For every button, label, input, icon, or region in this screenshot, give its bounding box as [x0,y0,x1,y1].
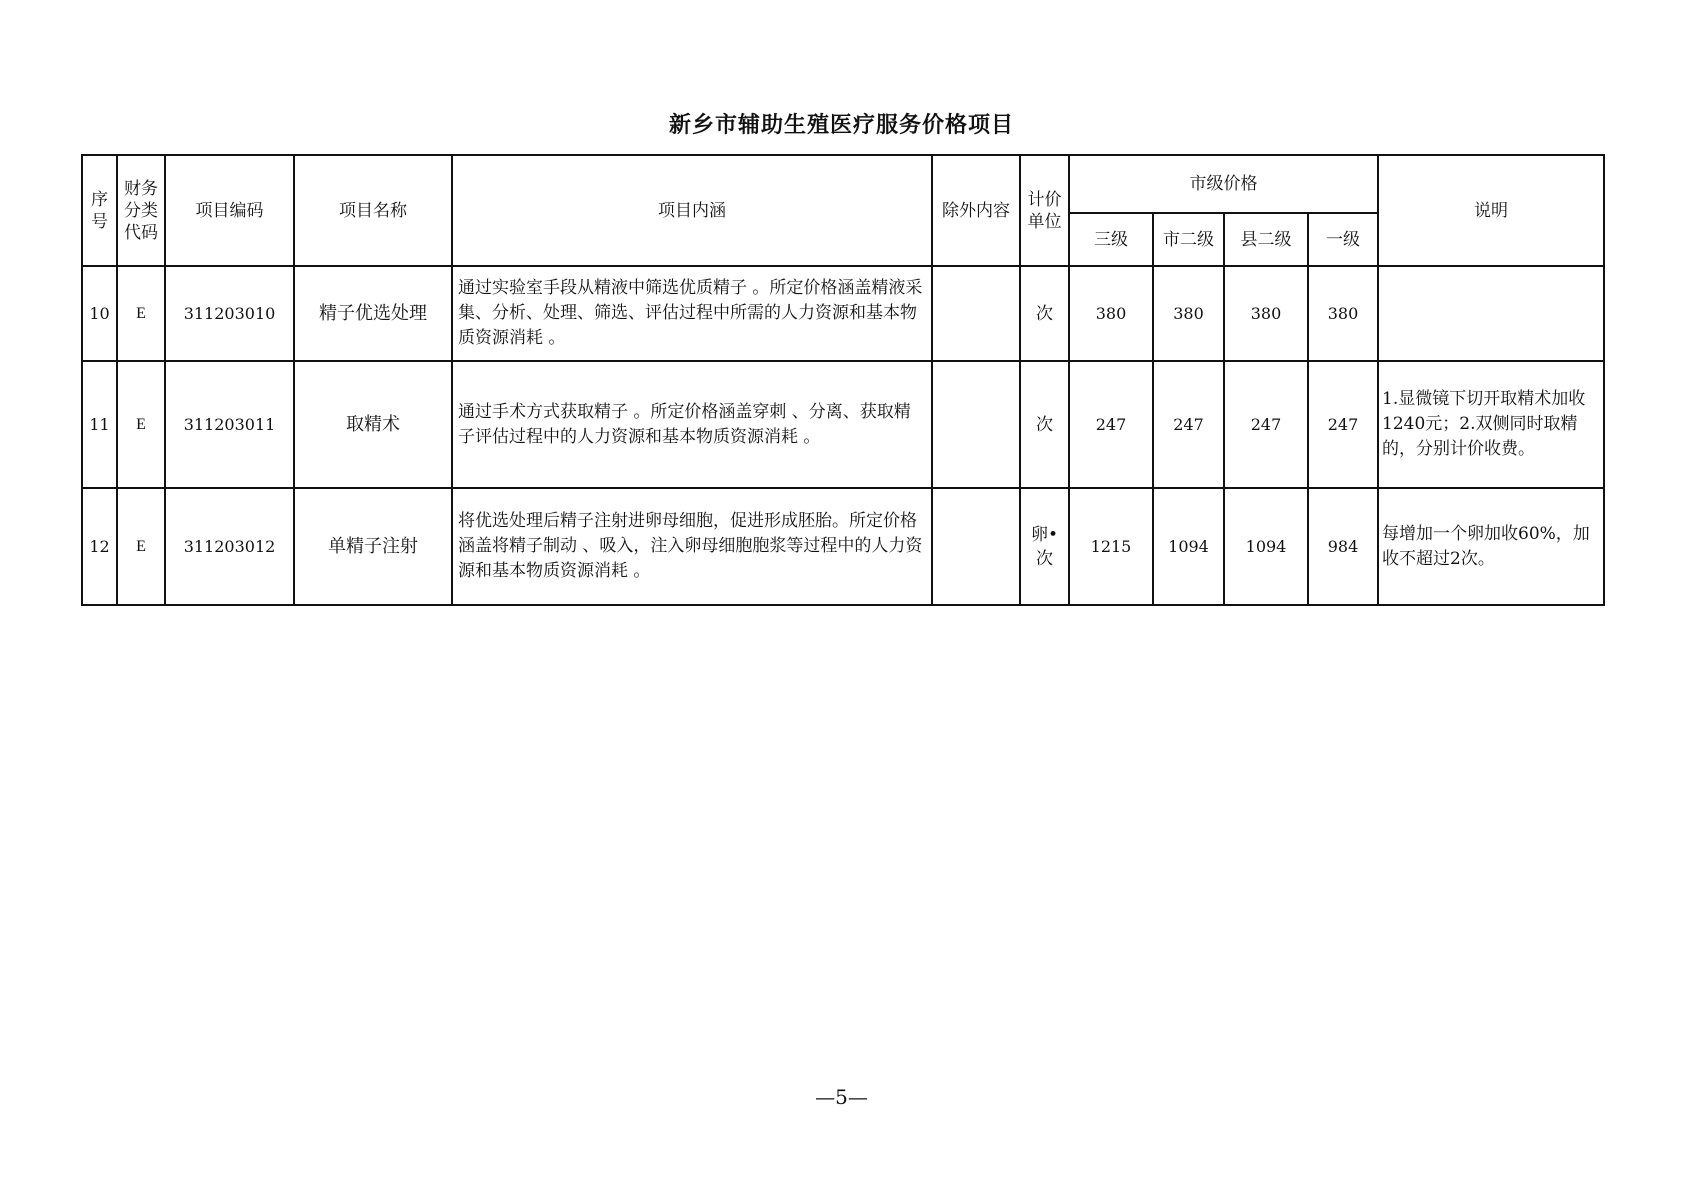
price-table [81,154,1605,606]
cell-exclusion [932,488,1020,605]
header-city-level2: 市二级 [1153,213,1224,266]
cell-code: 311203012 [165,488,294,605]
cell-unit: 卵•次 [1020,488,1069,605]
header-code: 项目编码 [165,155,294,266]
header-level3: 三级 [1069,213,1153,266]
table-row [82,488,1604,605]
header-price-group: 市级价格 [1069,155,1378,213]
page-title: 新乡市辅助生殖医疗服务价格项目 [668,113,1014,138]
header-content: 项目内涵 [452,155,932,266]
cell-category: E [117,361,165,488]
header-notes: 说明 [1378,155,1604,266]
header-exclusion: 除外内容 [932,155,1020,266]
cell-exclusion [932,266,1020,361]
cell-code: 311203011 [165,361,294,488]
cell-category: E [117,266,165,361]
cell-unit: 次 [1020,361,1069,488]
cell-name: 单精子注射 [294,488,452,605]
cell-county-level2: 247 [1224,361,1308,488]
page-number: —5— [815,1085,868,1109]
header-level1: 一级 [1308,213,1378,266]
cell-city-level2: 380 [1153,266,1224,361]
cell-code: 311203010 [165,266,294,361]
header-unit: 计价单位 [1020,155,1069,266]
header-county-level2: 县二级 [1224,213,1308,266]
cell-level1: 380 [1308,266,1378,361]
cell-category: E [117,488,165,605]
cell-city-level2: 247 [1153,361,1224,488]
cell-county-level2: 1094 [1224,488,1308,605]
cell-level3: 247 [1069,361,1153,488]
cell-content: 将优选处理后精子注射进卵母细胞，促进形成胚胎。所定价格涵盖将精子制动 、吸入，注入卵母细胞胞浆等过程中的人力资源和基本物质资源消耗 。 [452,488,932,605]
table-header-row [82,155,1604,213]
cell-level3: 1215 [1069,488,1153,605]
cell-notes [1378,266,1604,361]
header-seq: 序号 [82,155,117,266]
cell-content: 通过手术方式获取精子 。所定价格涵盖穿刺 、分离、获取精子评估过程中的人力资源和基本物质资源消耗 。 [452,361,932,488]
cell-unit: 次 [1020,266,1069,361]
cell-seq: 10 [82,266,117,361]
cell-content: 通过实验室手段从精液中筛选优质精子 。所定价格涵盖精液采集、分析、处理、筛选、评估过程中所需的人力资源和基本物质资源消耗 。 [452,266,932,361]
cell-level3: 380 [1069,266,1153,361]
cell-name: 取精术 [294,361,452,488]
cell-level1: 247 [1308,361,1378,488]
cell-seq: 11 [82,361,117,488]
cell-seq: 12 [82,488,117,605]
cell-level1: 984 [1308,488,1378,605]
cell-county-level2: 380 [1224,266,1308,361]
header-category: 财务分类代码 [117,155,165,266]
cell-notes: 每增加一个卵加收60%，加收不超过2次。 [1378,488,1604,605]
table-row [82,361,1604,488]
header-name: 项目名称 [294,155,452,266]
cell-name: 精子优选处理 [294,266,452,361]
cell-city-level2: 1094 [1153,488,1224,605]
cell-notes: 1.显微镜下切开取精术加收1240元；2.双侧同时取精的，分别计价收费。 [1378,361,1604,488]
table-row [82,266,1604,361]
cell-exclusion [932,361,1020,488]
